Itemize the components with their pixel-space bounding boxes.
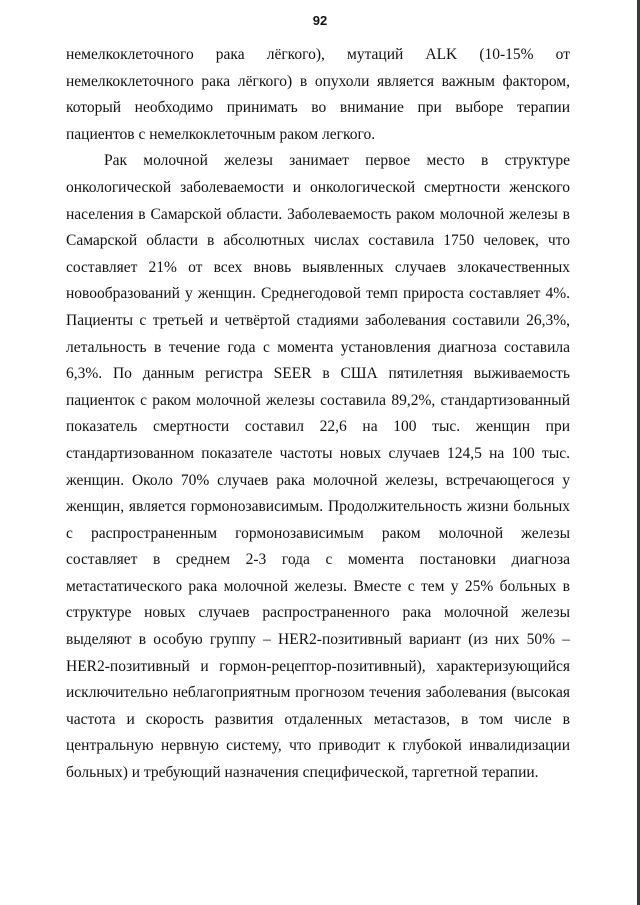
paragraph-breast-cancer: Рак молочной железы занимает первое место в структуре онкологической заболеваемости и онкологической смертности женского населения в Самарской области. Заболеваемость раком молочной железы в Самарской области в абсолютных числах составила 1750 человек, что составляет 21% от всех вновь выявленных случаев злокачественных новообразований у женщин. Среднегодовой темп прироста составляет 4%. Пациенты с третьей и четвёртой стадиями заболевания составили 26,3%, летальность в течение года с момента установления диагноза составила 6,3%. По данным регистра SEER в США пятилетняя выживаемость пациенток с раком молочной железы составила 89,2%, стандартизованный показатель смертности составил 22,6 на 100 тыс. женщин при стандартизованном показателе частоты новых случаев 124,5 на 100 тыс. женщин. Около 70% случаев рака молочной железы, встречающегося у женщин, является гормонозависимым. Продолжительность жизни больных с распространенным гормонозависимым раком молочной железы составляет в среднем 2-3 года с момента постановки диагноза метастатического рака молочной железы. Вместе с тем у 25% больных в структуре новых случаев распространенного рака молочной железы выделяют в особую группу – HER2-позитивный вариант (из них 50% – HER2-позитивный и гормон-рецептор-позитивный), характеризующийся исключительно неблагоприятным прогнозом течения заболевания (высокая частота и скорость развития отдаленных метастазов, в том числе в центральную нервную систему, что приводит к глубокой инвалидизации больных) и требующий назначения специфической, таргетной терапии. xyxy=(66,152,570,782)
body-text xyxy=(66,42,570,787)
page-number: 92 xyxy=(312,13,328,28)
paragraph-continued: немелкоклеточного рака лёгкого), мутаций ALK (10-15% от немелкоклеточного рака лёгкого) в опухоли является важным фактором, который необходимо принимать во внимание при выборе терапии пациентов с немелкоклеточным раком легкого. xyxy=(66,46,570,143)
